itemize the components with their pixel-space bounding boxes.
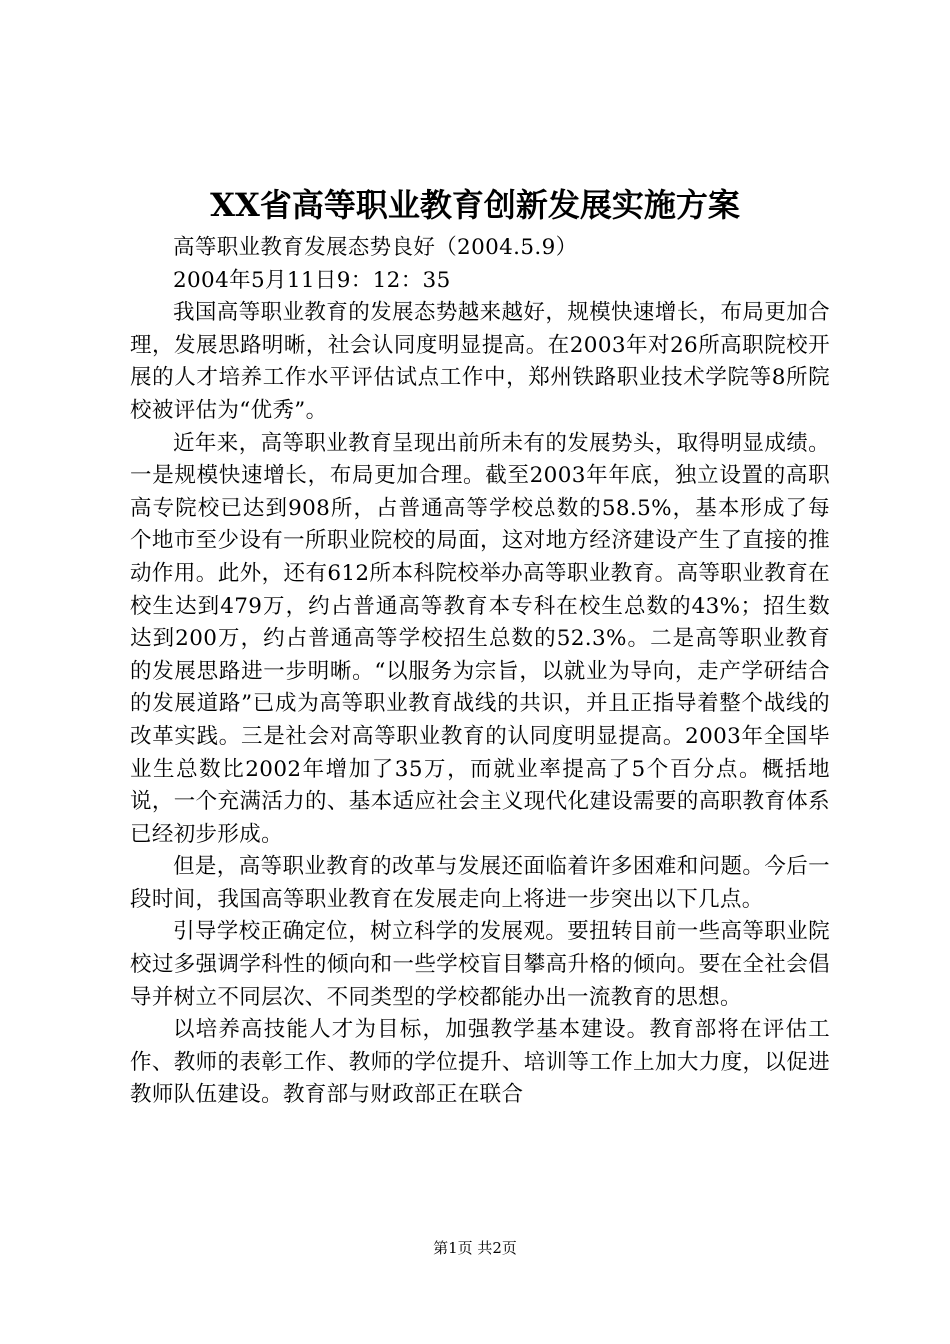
timestamp-line: 2004年5月11日9：12：35 bbox=[173, 267, 451, 293]
document-title: XX省高等职业教育创新发展实施方案 bbox=[210, 186, 740, 224]
body-paragraph: 我国高等职业教育的发展态势越来越好，规模快速增长，布局更加合理，发展思路明晰，社会认同度明显提高。在2003年对26所高职院校开展的人才培养工作水平评估试点工作中，郑州铁路职业技术学院等8所院校被评估为“优秀”。 bbox=[130, 300, 830, 423]
body-paragraph: 引导学校正确定位，树立科学的发展观。要扭转目前一些高等职业院校过多强调学科性的倾向和一些学校盲目攀高升格的倾向。要在全社会倡导并树立不同层次、不同类型的学校都能办出一流教育的思想。 bbox=[130, 919, 830, 1010]
body-paragraph: 以培养高技能人才为目标，加强教学基本建设。教育部将在评估工作、教师的表彰工作、教师的学位提升、培训等工作上加大力度，以促进教师队伍建设。教育部与财政部正在联合 bbox=[130, 1017, 830, 1108]
subtitle-line: 高等职业教育发展态势良好（2004.5.9） bbox=[173, 235, 578, 260]
body-paragraph: 近年来，高等职业教育呈现出前所未有的发展势头，取得明显成绩。一是规模快速增长，布局更加合理。截至2003年年底，独立设置的高职高专院校已达到908所，占普通高等学校总数的58.5%，基本形成了每个地市至少设有一所职业院校的局面，这对地方经济建设产生了直接的推动作用。此外，还有612所本科院校举办高等职业教育。高等职业教育在校生达到479万，约占普通高等教育本专科在校生总数的43%；招生数达到200万，约占普通高等学校招生总数的52.3%。二是高等职业教育的发展思路进一步明晰。“以服务为宗旨，以就业为导向，走产学研结合的发展道路”已成为高等职业教育战线的共识，并且正指导着整个战线的改革实践。三是社会对高等职业教育的认同度明显提高。2003年全国毕业生总数比2002年增加了35万，而就业率提高了5个百分点。概括地说，一个充满活力的、基本适应社会主义现代化建设需要的高职教育体系已经初步形成。 bbox=[130, 430, 830, 847]
page-number-footer: 第1页 共2页 bbox=[433, 1239, 517, 1257]
body-paragraph: 但是，高等职业教育的改革与发展还面临着许多困难和问题。今后一段时间，我国高等职业教育在发展走向上将进一步突出以下几点。 bbox=[130, 854, 830, 912]
document-body bbox=[130, 232, 830, 1112]
